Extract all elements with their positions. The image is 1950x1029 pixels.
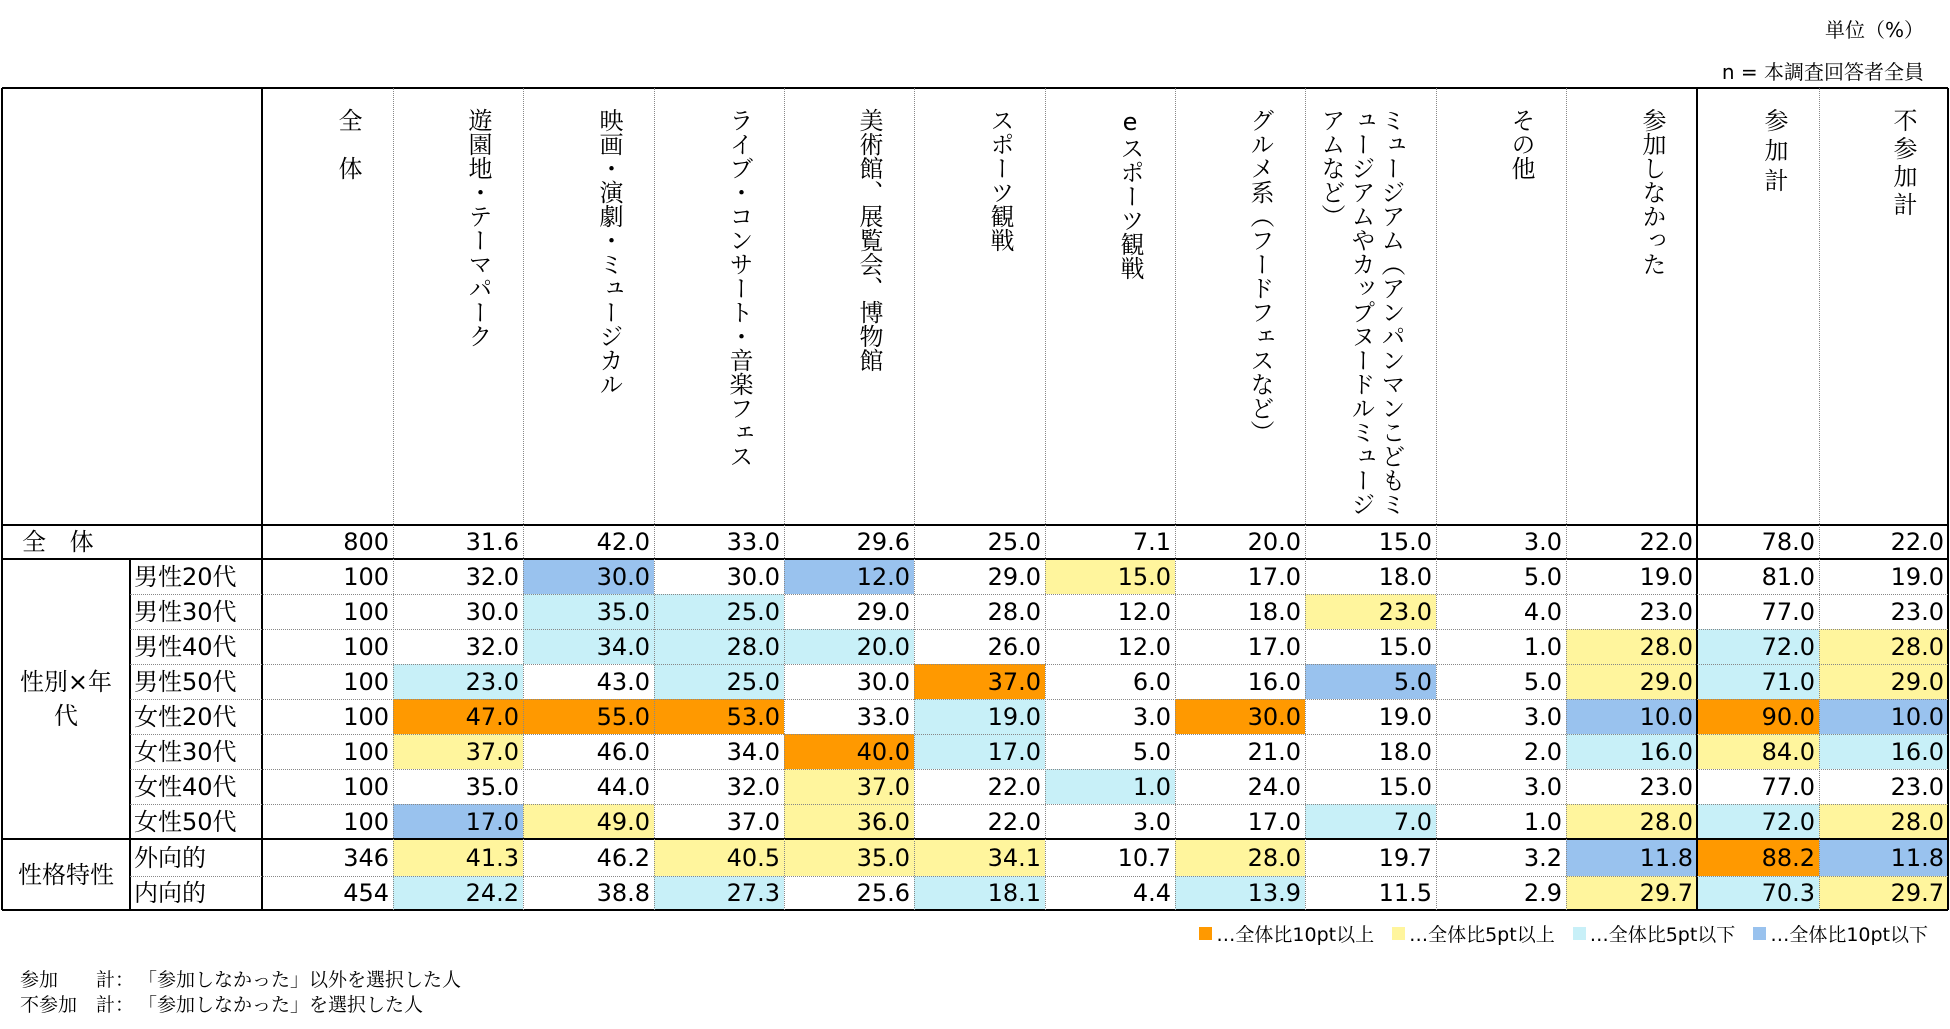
column-header: スポーツ観戦 (986, 108, 1014, 252)
value-cell: 16.0 (1247, 667, 1301, 696)
value-cell: 25.0 (654, 594, 784, 629)
value-cell: 25.6 (856, 879, 910, 907)
value-cell: 33.0 (856, 702, 910, 731)
column-header: ミュージアム（アンパンマンこどもミュージアムやカップヌードルミュージアムなど） (1317, 108, 1405, 516)
value-cell: 17.0 (1247, 562, 1301, 591)
value-cell: 100 (343, 807, 389, 836)
value-cell: 2.9 (1523, 879, 1562, 907)
value-cell: 23.0 (1890, 772, 1944, 801)
value-cell: 5.0 (1305, 664, 1436, 699)
value-cell: 19.0 (914, 699, 1045, 734)
grid-dotted-line (130, 629, 1948, 630)
value-cell: 12.0 (1117, 597, 1171, 626)
value-cell: 35.0 (523, 594, 654, 629)
grid-line (2, 524, 1948, 526)
legend-swatch-cyan (1573, 927, 1586, 940)
value-cell: 800 (343, 528, 389, 556)
column-header: 全体 (334, 108, 362, 204)
value-cell: 28.0 (1566, 629, 1697, 664)
footnotes (20, 968, 461, 1018)
value-cell: 41.3 (393, 839, 523, 876)
value-cell: 37.0 (784, 769, 914, 804)
value-cell: 32.0 (726, 772, 780, 801)
footnote-text: 「参加しなかった」以外を選択した人 (138, 969, 462, 991)
value-cell: 20.0 (1247, 528, 1301, 556)
legend-swatch-yellow (1392, 927, 1405, 940)
value-cell: 6.0 (1132, 667, 1171, 696)
row-label: 女性40代 (134, 772, 237, 801)
row-label: 男性30代 (134, 597, 237, 626)
value-cell: 4.4 (1132, 879, 1171, 907)
value-cell: 70.3 (1697, 876, 1819, 910)
legend-label-blue: …全体比10pt以下 (1770, 924, 1928, 946)
value-cell: 20.0 (784, 629, 914, 664)
row-label: 女性30代 (134, 737, 237, 766)
value-cell: 27.3 (654, 876, 784, 910)
value-cell: 3.2 (1523, 843, 1562, 872)
group-label-personality: 性格特性 (18, 860, 114, 889)
value-cell: 100 (343, 737, 389, 766)
column-header: 美術館、展覧会、博物館 (855, 108, 883, 372)
legend-label-yellow: …全体比5pt以上 (1409, 924, 1555, 946)
footnote-text: 「参加しなかった」を選択した人 (138, 994, 424, 1016)
value-cell: 77.0 (1761, 597, 1815, 626)
grid-dotted-line (130, 699, 1948, 700)
value-cell: 28.0 (1175, 839, 1305, 876)
column-header: eスポーツ観戦 (1116, 108, 1144, 280)
value-cell: 37.0 (393, 734, 523, 769)
value-cell: 25.0 (654, 664, 784, 699)
value-cell: 31.6 (465, 528, 519, 556)
value-cell: 17.0 (1247, 632, 1301, 661)
value-cell: 46.0 (596, 737, 650, 766)
value-cell: 454 (343, 879, 389, 907)
legend-item-blue (1753, 920, 1928, 947)
grid-dotted-line (130, 664, 1948, 665)
value-cell: 44.0 (596, 772, 650, 801)
value-cell: 47.0 (393, 699, 523, 734)
grid-line (261, 88, 263, 910)
value-cell: 100 (343, 632, 389, 661)
grid-dotted-line (393, 88, 394, 910)
value-cell: 36.0 (784, 804, 914, 839)
grid-dotted-line (130, 734, 1948, 735)
value-cell: 5.0 (1132, 737, 1171, 766)
value-cell: 19.0 (1639, 562, 1693, 591)
value-cell: 16.0 (1819, 734, 1948, 769)
value-cell: 346 (343, 843, 389, 872)
row-label: 女性20代 (134, 702, 237, 731)
grid-dotted-line (1045, 88, 1046, 910)
value-cell: 11.8 (1819, 839, 1948, 876)
grid-dotted-line (1819, 88, 1820, 910)
value-cell: 37.0 (914, 664, 1045, 699)
grid-dotted-line (1436, 88, 1437, 910)
value-cell: 5.0 (1523, 667, 1562, 696)
value-cell: 23.0 (1639, 772, 1693, 801)
group-label-gender-age: 性別×年代 (19, 668, 113, 730)
value-cell: 72.0 (1697, 804, 1819, 839)
value-cell: 18.1 (914, 876, 1045, 910)
legend-item-yellow (1392, 920, 1555, 947)
row-label: 男性40代 (134, 632, 237, 661)
grid-dotted-line (1566, 88, 1567, 910)
value-cell: 15.0 (1378, 632, 1432, 661)
value-cell: 3.0 (1523, 528, 1562, 556)
value-cell: 1.0 (1523, 807, 1562, 836)
grid-line (2, 838, 1948, 840)
value-cell: 40.0 (784, 734, 914, 769)
value-cell: 53.0 (654, 699, 784, 734)
value-cell: 100 (343, 667, 389, 696)
value-cell: 33.0 (726, 528, 780, 556)
value-cell: 35.0 (784, 839, 914, 876)
column-header: 参加計 (1760, 108, 1788, 198)
value-cell: 29.0 (987, 562, 1041, 591)
legend-label-orange: …全体比10pt以上 (1216, 924, 1375, 946)
grid-dotted-line (130, 769, 1948, 770)
value-cell: 12.0 (1117, 632, 1171, 661)
column-header: その他 (1507, 108, 1535, 180)
value-cell: 15.0 (1378, 528, 1432, 556)
value-cell: 38.8 (596, 879, 650, 907)
legend-item-orange (1199, 920, 1374, 947)
value-cell: 34.0 (726, 737, 780, 766)
column-header: 不参加計 (1889, 108, 1917, 220)
sample-size-label: n = 本調査回答者全員 (1721, 60, 1924, 84)
value-cell: 42.0 (596, 528, 650, 556)
value-cell: 32.0 (465, 562, 519, 591)
value-cell: 23.0 (1305, 594, 1436, 629)
value-cell: 28.0 (654, 629, 784, 664)
row-label: 外向的 (134, 843, 206, 872)
value-cell: 10.7 (1117, 843, 1171, 872)
grid-dotted-line (130, 804, 1948, 805)
grid-dotted-line (914, 88, 915, 910)
value-cell: 15.0 (1378, 772, 1432, 801)
value-cell: 12.0 (784, 559, 914, 594)
group-label-total: 全 体 (22, 528, 102, 556)
value-cell: 7.1 (1132, 528, 1171, 556)
value-cell: 34.0 (523, 629, 654, 664)
value-cell: 17.0 (914, 734, 1045, 769)
value-cell: 77.0 (1761, 772, 1815, 801)
value-cell: 19.0 (1890, 562, 1944, 591)
value-cell: 15.0 (1045, 559, 1175, 594)
value-cell: 100 (343, 702, 389, 731)
value-cell: 28.0 (987, 597, 1041, 626)
value-cell: 18.0 (1247, 597, 1301, 626)
value-cell: 40.5 (654, 839, 784, 876)
value-cell: 29.6 (856, 528, 910, 556)
value-cell: 7.0 (1305, 804, 1436, 839)
value-cell: 28.0 (1566, 804, 1697, 839)
value-cell: 29.0 (856, 597, 910, 626)
value-cell: 16.0 (1566, 734, 1697, 769)
row-label: 男性20代 (134, 562, 237, 591)
value-cell: 24.2 (393, 876, 523, 910)
value-cell: 22.0 (987, 772, 1041, 801)
legend (1199, 920, 1928, 947)
value-cell: 3.0 (1523, 772, 1562, 801)
value-cell: 3.0 (1523, 702, 1562, 731)
grid-line (2, 909, 1948, 911)
value-cell: 30.0 (1175, 699, 1305, 734)
value-cell: 100 (343, 562, 389, 591)
legend-label-cyan: …全体比5pt以下 (1589, 924, 1736, 946)
value-cell: 2.0 (1523, 737, 1562, 766)
grid-line (2, 558, 1948, 560)
value-cell: 34.1 (914, 839, 1045, 876)
value-cell: 23.0 (1890, 597, 1944, 626)
value-cell: 29.7 (1566, 876, 1697, 910)
value-cell: 72.0 (1697, 629, 1819, 664)
value-cell: 35.0 (465, 772, 519, 801)
grid-line (1, 88, 3, 910)
grid-dotted-line (130, 594, 1948, 595)
column-header: 参加しなかった (1638, 108, 1666, 276)
column-header: 遊園地・テーマパーク (464, 108, 492, 348)
value-cell: 5.0 (1523, 562, 1562, 591)
value-cell: 30.0 (465, 597, 519, 626)
grid-dotted-line (523, 88, 524, 910)
value-cell: 19.7 (1378, 843, 1432, 872)
column-header: 映画・演劇・ミュージカル (595, 108, 623, 396)
value-cell: 71.0 (1697, 664, 1819, 699)
value-cell: 32.0 (465, 632, 519, 661)
value-cell: 19.0 (1378, 702, 1432, 731)
value-cell: 25.0 (987, 528, 1041, 556)
value-cell: 30.0 (523, 559, 654, 594)
grid-dotted-line (784, 88, 785, 910)
value-cell: 49.0 (523, 804, 654, 839)
footnote-not-participate (20, 993, 461, 1018)
legend-item-cyan (1573, 920, 1736, 947)
unit-label: 単位（%） (1824, 18, 1924, 42)
footnote-head: 参加 計： (20, 969, 135, 991)
row-label: 内向的 (134, 879, 206, 907)
value-cell: 28.0 (1819, 804, 1948, 839)
value-cell: 29.7 (1819, 876, 1948, 910)
value-cell: 17.0 (393, 804, 523, 839)
value-cell: 3.0 (1132, 702, 1171, 731)
grid-dotted-line (130, 876, 1948, 877)
value-cell: 4.0 (1523, 597, 1562, 626)
value-cell: 17.0 (1247, 807, 1301, 836)
value-cell: 22.0 (987, 807, 1041, 836)
value-cell: 1.0 (1045, 769, 1175, 804)
grid-dotted-line (1305, 88, 1306, 910)
value-cell: 13.9 (1175, 876, 1305, 910)
value-cell: 78.0 (1761, 528, 1815, 556)
value-cell: 100 (343, 772, 389, 801)
value-cell: 10.0 (1819, 699, 1948, 734)
value-cell: 23.0 (393, 664, 523, 699)
grid-line (1947, 88, 1949, 910)
value-cell: 46.2 (596, 843, 650, 872)
footnote-head: 不参加 計： (20, 994, 135, 1016)
value-cell: 29.0 (1566, 664, 1697, 699)
value-cell: 43.0 (596, 667, 650, 696)
value-cell: 21.0 (1247, 737, 1301, 766)
grid-dotted-line (1175, 88, 1176, 910)
value-cell: 3.0 (1132, 807, 1171, 836)
value-cell: 90.0 (1697, 699, 1819, 734)
value-cell: 10.0 (1566, 699, 1697, 734)
value-cell: 84.0 (1697, 734, 1819, 769)
value-cell: 30.0 (856, 667, 910, 696)
value-cell: 81.0 (1761, 562, 1815, 591)
value-cell: 22.0 (1639, 528, 1693, 556)
value-cell: 26.0 (987, 632, 1041, 661)
value-cell: 18.0 (1378, 737, 1432, 766)
footnote-participate (20, 968, 461, 993)
legend-swatch-orange (1199, 927, 1212, 940)
value-cell: 24.0 (1247, 772, 1301, 801)
value-cell: 100 (343, 597, 389, 626)
value-cell: 1.0 (1523, 632, 1562, 661)
value-cell: 88.2 (1697, 839, 1819, 876)
legend-swatch-blue (1753, 927, 1766, 940)
value-cell: 11.5 (1378, 879, 1432, 907)
value-cell: 55.0 (523, 699, 654, 734)
value-cell: 22.0 (1890, 528, 1944, 556)
value-cell: 29.0 (1819, 664, 1948, 699)
column-header: ライブ・コンサート・音楽フェス (725, 108, 753, 468)
value-cell: 18.0 (1378, 562, 1432, 591)
value-cell: 11.8 (1566, 839, 1697, 876)
column-header: グルメ系（フードフェスなど） (1246, 108, 1274, 444)
value-cell: 28.0 (1819, 629, 1948, 664)
value-cell: 37.0 (726, 807, 780, 836)
value-cell: 30.0 (726, 562, 780, 591)
grid-line (1696, 88, 1698, 910)
grid-line (2, 87, 1948, 89)
value-cell: 23.0 (1639, 597, 1693, 626)
row-label: 女性50代 (134, 807, 237, 836)
grid-dotted-line (654, 88, 655, 910)
row-label: 男性50代 (134, 667, 237, 696)
